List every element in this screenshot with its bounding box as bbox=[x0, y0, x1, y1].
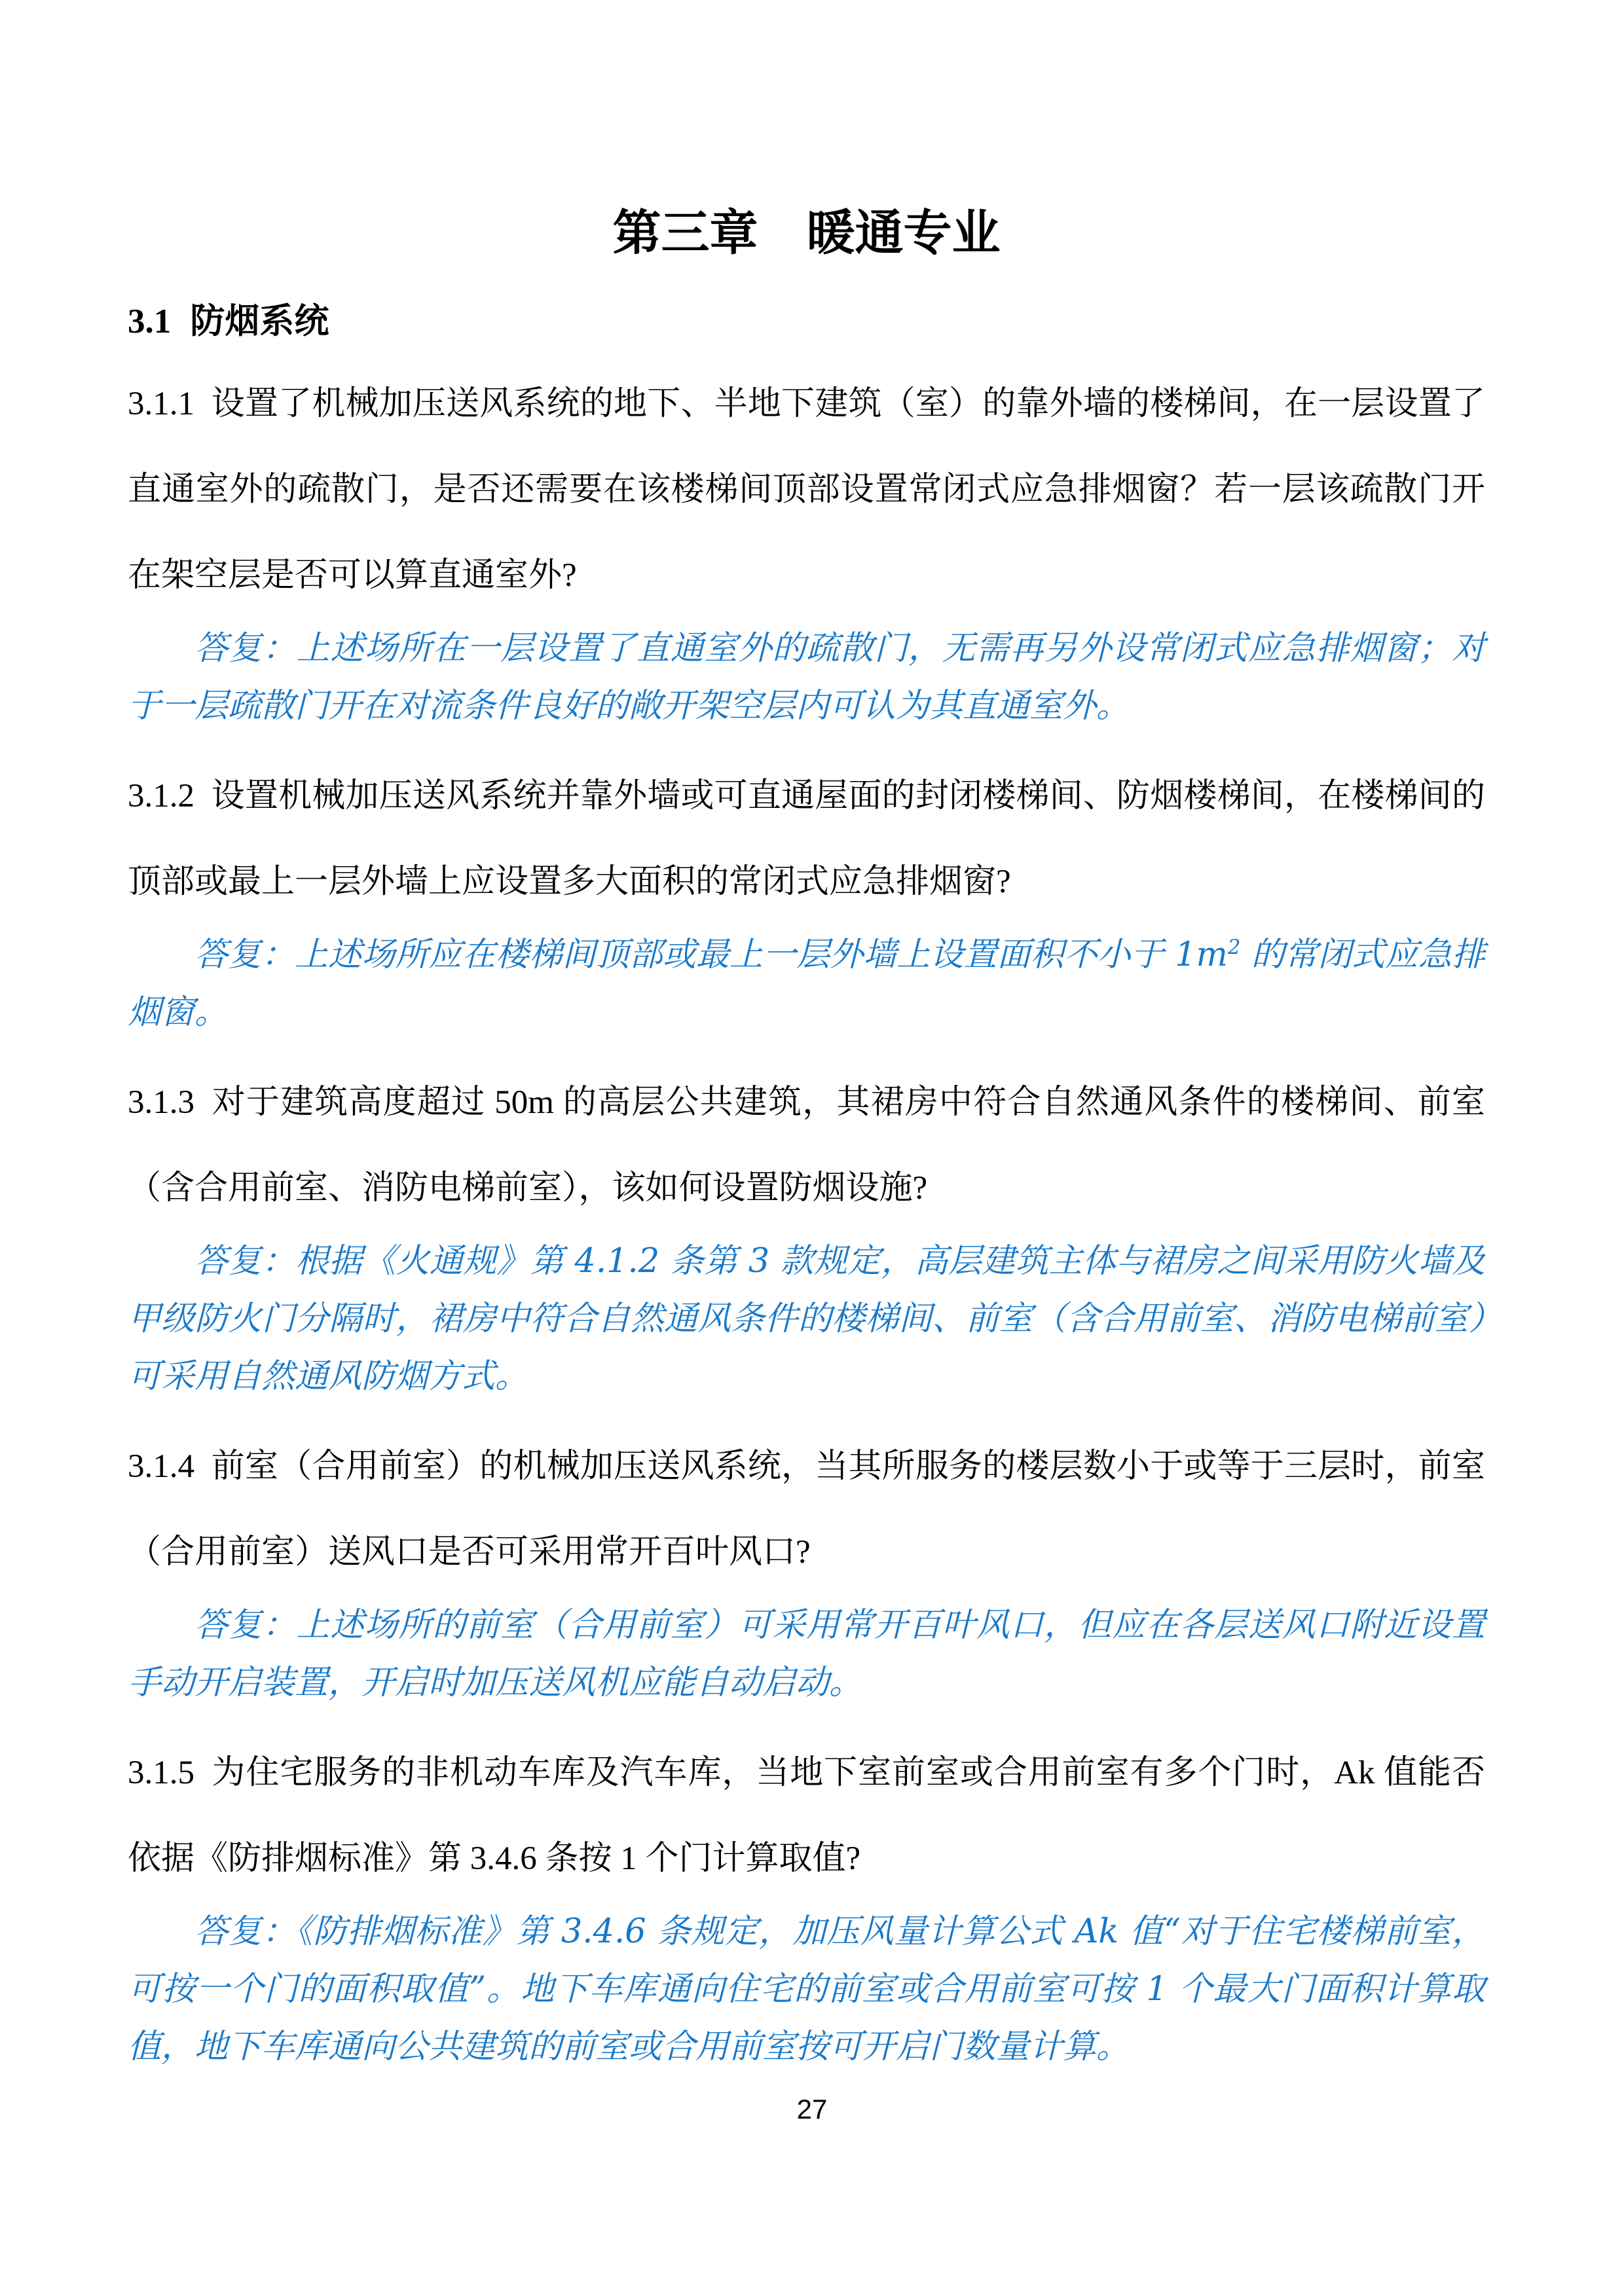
answer-text-after-superscript: 的常闭式应急排烟窗。 bbox=[128, 936, 1485, 1032]
question-text: 设置机械加压送风系统并靠外墙或可直通屋面的封闭楼梯间、防烟楼梯间，在楼梯间的顶部或最上一层外墙上应设置多大面积的常闭式应急排烟窗? bbox=[128, 778, 1485, 901]
question-number: 3.1.4 bbox=[128, 1448, 194, 1485]
answer-3-1-4: 答复：上述场所的前室（合用前室）可采用常开百叶风口，但应在各层送风口附近设置手动开启装置，开启时加压送风机应能自动启动。 bbox=[128, 1606, 1485, 1703]
section-number: 3.1 bbox=[128, 302, 172, 341]
answer-3-1-5: 答复：《防排烟标准》第 3.4.6 条规定，加压风量计算公式 Ak 值“对于住宅楼梯前室，可按一个门的面积取值”。地下车库通向住宅的前室或合用前室可按 1 个最大门面积计算取值，地下车库通向公共建筑的前室或合用前室按可开启门数量计算。 bbox=[128, 1912, 1485, 2067]
chapter-title: 第三章 暖通专业 bbox=[612, 206, 1001, 260]
question-number: 3.1.2 bbox=[128, 778, 194, 815]
question-text: 设置了机械加压送风系统的地下、半地下建筑（室）的靠外墙的楼梯间，在一层设置了直通室外的疏散门，是否还需要在该楼梯间顶部设置常闭式应急排烟窗？若一层该疏散门开在架空层是否可以算直通室外? bbox=[128, 386, 1485, 594]
qa-item-3-1-3 bbox=[128, 1060, 1485, 1406]
square-meter-superscript: 2 bbox=[1227, 936, 1241, 960]
section-heading bbox=[128, 300, 1485, 343]
question-number: 3.1.5 bbox=[128, 1755, 194, 1792]
answer-3-1-3: 答复：根据《火通规》第 4.1.2 条第 3 款规定，高层建筑主体与裙房之间采用防火墙及甲级防火门分隔时，裙房中符合自然通风条件的楼梯间、前室（含合用前室、消防电梯前室）可采用自然通风防烟方式。 bbox=[128, 1242, 1485, 1396]
answer-3-1-2 bbox=[128, 926, 1485, 1042]
question-3-1-2 bbox=[128, 754, 1485, 925]
qa-item-3-1-5 bbox=[128, 1730, 1485, 2076]
answer-3-1-1: 答复：上述场所在一层设置了直通室外的疏散门，无需再另外设常闭式应急排烟窗；对于一层疏散门开在对流条件良好的敞开架空层内可认为其直通室外。 bbox=[128, 629, 1485, 726]
question-3-1-5 bbox=[128, 1730, 1485, 1902]
answer-text-before-superscript: 答复：上述场所应在楼梯间顶部或最上一层外墙上设置面积不小于 1m bbox=[194, 936, 1228, 975]
question-3-1-1 bbox=[128, 361, 1485, 619]
qa-item-3-1-4 bbox=[128, 1424, 1485, 1712]
qa-item-3-1-1 bbox=[128, 361, 1485, 735]
page-number: 27 bbox=[796, 2094, 828, 2124]
question-text: 对于建筑高度超过 50m 的高层公共建筑，其裙房中符合自然通风条件的楼梯间、前室（含合用前室、消防电梯前室），该如何设置防烟设施? bbox=[128, 1084, 1485, 1207]
question-3-1-4 bbox=[128, 1424, 1485, 1595]
question-text: 前室（合用前室）的机械加压送风系统，当其所服务的楼层数小于或等于三层时，前室（合用前室）送风口是否可采用常开百叶风口? bbox=[128, 1448, 1485, 1571]
question-3-1-3 bbox=[128, 1060, 1485, 1231]
qa-item-3-1-2 bbox=[128, 754, 1485, 1042]
question-number: 3.1.3 bbox=[128, 1084, 194, 1121]
question-text: 为住宅服务的非机动车库及汽车库，当地下室前室或合用前室有多个门时，Ak 值能否依据《防排烟标准》第 3.4.6 条按 1 个门计算取值? bbox=[128, 1755, 1485, 1878]
question-number: 3.1.1 bbox=[128, 386, 194, 423]
section-title: 防烟系统 bbox=[190, 302, 329, 341]
